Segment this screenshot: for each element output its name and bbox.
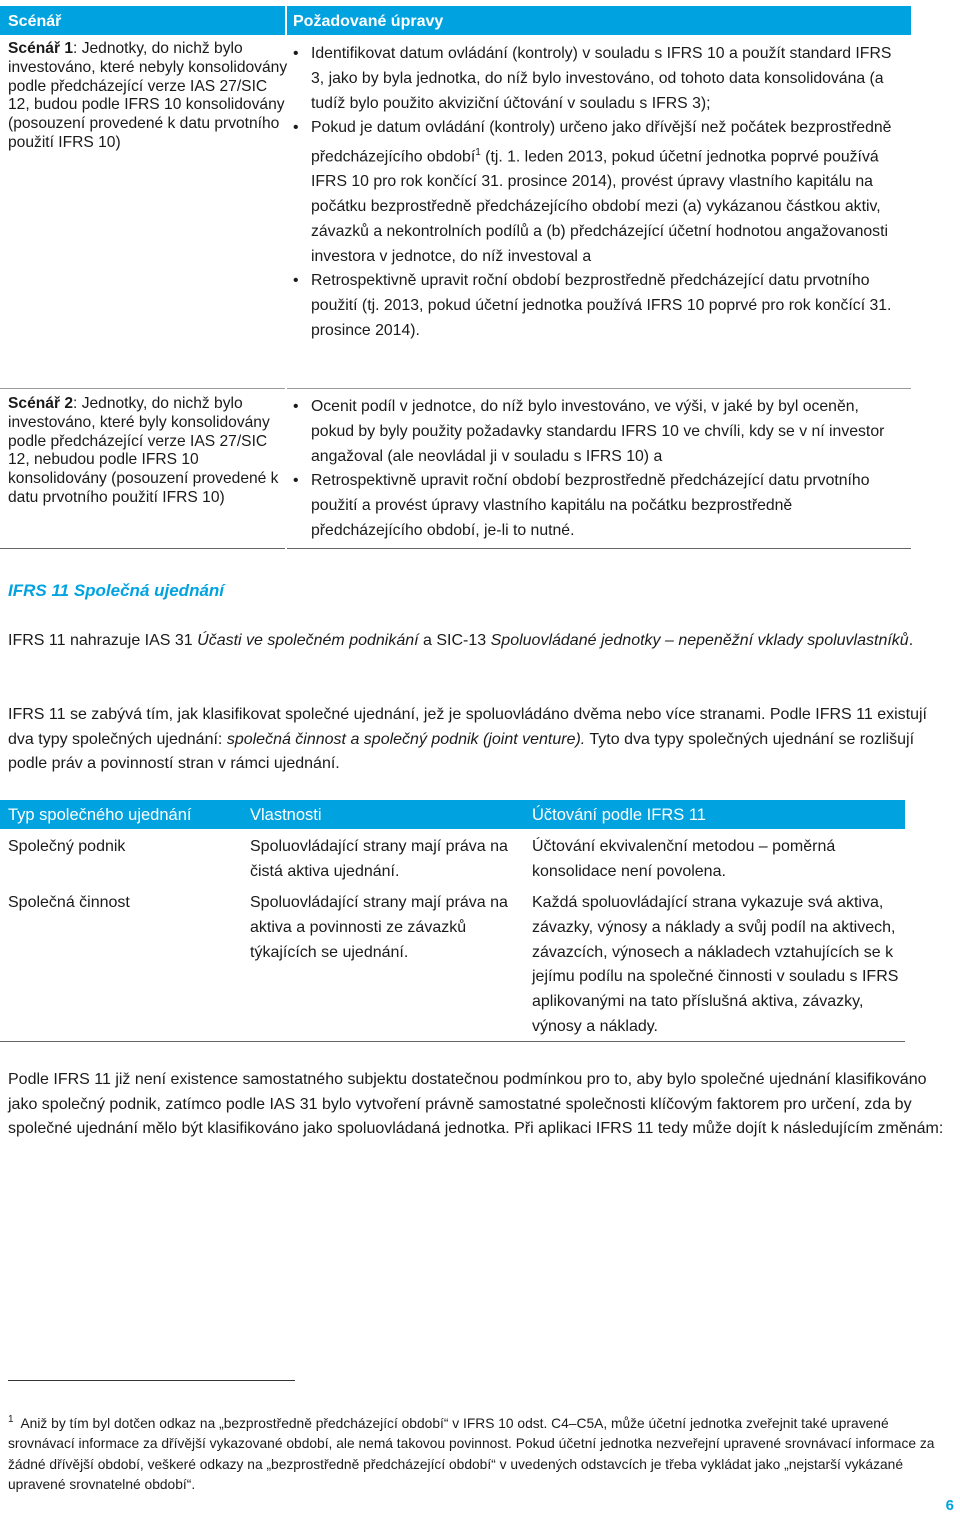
scenario-2-adjustments: [293, 395, 903, 544]
paragraph-classification: IFRS 11 se zabývá tím, jak klasifikovat společné ujednání, jež je spoluovládáno dvěma nebo více stranami. Podle IFRS 11 existují dva typy společných ujednání: společná činnost a společný podnik (joint venture). Tyto dva typy společných ujednání se rozlišují podle práv a povinností stran v rámci ujednání.: [8, 706, 927, 773]
list-item: • Pokud je datum ovládání (kontroly) určeno jako dřívější než počátek bezprostředně předcházejícího období$^1$ (tj. 1. leden 2013, pokud účetní jednotka poprvé používá IFRS 10 pro rok končící 31. prosince 2014), provést úpravy vlastního kapitálu na počátku bezprostředně předcházejícího období mezi (a) vykázanou částkou aktiv, závazků a nekontrolních podílů a (b) předcházející účetní hodnotou angažovanosti investora v jednotce, do níž investoval a: [293, 116, 903, 269]
adjustments-header-col2: [287, 6, 911, 35]
table-cell: Společná činnost: [8, 894, 130, 911]
scenario-divider: [0, 388, 285, 389]
table-bottom-border: [0, 548, 285, 549]
footnote-text: Aniž by tím byl dotčen odkaz na „bezprostředně předcházející období“ v IFRS 10 odst. C4–C5A, může účetní jednotka zveřejnit také upravené srovnávací informace za dřívější vykazované období, ale nemá takovou povinnost. Pokud účetní jednotka nezveřejní upravené srovnávací informace za žádné dřívější období, veškeré odkazy na „bezprostředně předcházející období“ v uvedených odstavcích je třeba vykládat jako „nejstarší vykázané upravené srovnatelné období“.: [8, 1416, 935, 1492]
scenario-1-adjustments: [293, 42, 903, 344]
paragraph-changes: Podle IFRS 11 již není existence samostatného subjektu dostatečnou podmínkou pro to, aby bylo společné ujednání klasifikováno jako společný podnik, zatímco podle IAS 31 bylo vytvoření právně samostatné společnosti klíčovým faktorem pro určení, zda by společné ujednání mělo být klasifikováno jako spoluovládaná jednotka. Při aplikaci IFRS 11 tedy může dojít k následujícím změnám:: [8, 1071, 944, 1138]
table-cell: Společný podnik: [8, 838, 126, 855]
scenario-1: [8, 40, 288, 153]
scenario-2: [8, 395, 288, 508]
column-header: Typ společného ujednání: [8, 806, 192, 824]
scenario-1-text: : Jednotky, do nichž bylo investováno, které nebyly konsolidovány podle předcházející verze IAS 27/SIC 12, budou podle IFRS 10 konsolidovány (posouzení provedené k datu prvotního použití IFRS 10): [8, 40, 288, 151]
table-bottom-border: [0, 1041, 905, 1042]
footnote-separator: [8, 1380, 295, 1381]
table-cell: Spoluovládající strany mají práva na aktiva a povinnosti ze závazků týkajících se ujednání.: [250, 894, 508, 961]
scenario-1-label: Scénář 1: [8, 40, 74, 57]
column-header: Účtování podle IFRS 11: [532, 806, 706, 824]
table-cell: Spoluovládající strany mají práva na čistá aktiva ujednání.: [250, 838, 508, 880]
table-cell: Účtování ekvivalenční metodou – poměrná konsolidace není povolena.: [532, 838, 836, 880]
list-item: • Identifikovat datum ovládání (kontroly) v souladu s IFRS 10 a použít standard IFRS 3, jako by byla jednotka, do níž bylo investováno, od tohoto data konsolidována (a tudíž bylo použito akviziční účtování v souladu s IFRS 3);: [293, 42, 903, 116]
paragraph-intro: IFRS 11 nahrazuje IAS 31 Účasti ve společném podnikání a SIC-13 Spoluovládané jednotky – nepeněžní vklady spoluvlastníků.: [8, 632, 914, 649]
footnote-ref: 1: [475, 147, 481, 159]
scenario-2-label: Scénář 2: [8, 395, 74, 412]
section-heading: IFRS 11 Společná ujednání: [8, 581, 225, 600]
list-item: • Retrospektivně upravit roční období bezprostředně předcházející datu prvotního použití a provést úpravy vlastního kapitálu na počátku bezprostředně předcházejícího období, je-li to nutné.: [293, 469, 903, 543]
list-item: • Ocenit podíl v jednotce, do níž bylo investováno, ve výši, v jaké by byl oceněn, pokud by byly použity požadavky standardu IFRS 10 ve chvíli, kdy se v ní investor angažoval (ale neovládal ji v souladu s IFRS 10) a: [293, 395, 903, 469]
scenario-2-text: : Jednotky, do nichž bylo investováno, které byly konsolidovány podle předcházející verze IAS 27/SIC 12, nebudou podle IFRS 10 konsolidovány (posouzení provedené k datu prvotního použití IFRS 10): [8, 395, 279, 506]
column-header: Vlastnosti: [250, 806, 322, 824]
table-cell: Každá spoluovládající strana vykazuje svá aktiva, závazky, výnosy a náklady a svůj podíl na aktivech, závazcích, výnosech a nákladech vztahujících se k jejímu podílu na společné činnosti v souladu s IFRS aplikovanými na tato příslušná aktiva, závazky, výnosy a náklady.: [532, 894, 899, 1035]
footnote: [8, 1410, 954, 1495]
footnote-number: 1: [8, 1414, 14, 1425]
scenario-header-label: Scénář: [8, 13, 62, 30]
scenario-header-col1: [0, 6, 285, 35]
adjustments-header-label: Požadované úpravy: [293, 13, 444, 30]
page-number: 6: [945, 1497, 954, 1514]
arrangement-table-header: [0, 800, 905, 829]
scenario-divider: [287, 388, 911, 389]
list-item: • Retrospektivně upravit roční období bezprostředně předcházející datu prvotního použití (tj. 2013, pokud účetní jednotka používá IFRS 10 poprvé pro rok končící 31. prosince 2014).: [293, 269, 903, 343]
table-bottom-border: [287, 548, 911, 549]
